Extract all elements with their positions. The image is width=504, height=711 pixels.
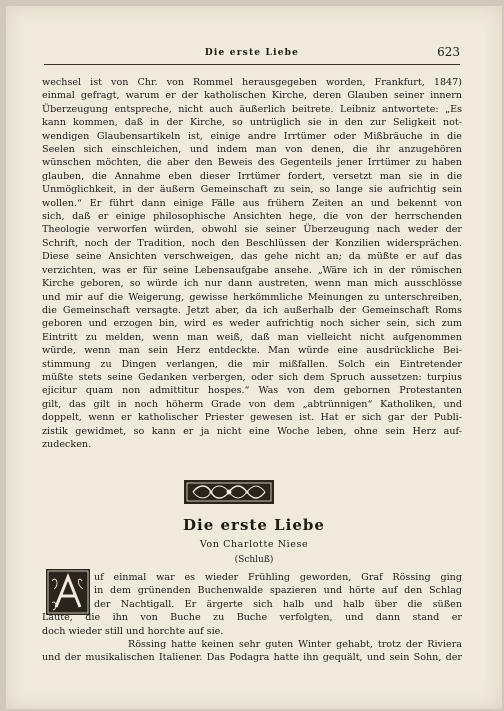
article-byline: Von Charlotte Niese [199,539,309,550]
text-line: wendigen Glaubensartikeln ist, einige andre Irrtümer oder Mißbräuche in die [42,130,462,142]
conclusion-note: (Schluß) [234,555,274,565]
ornament-flourish-icon [185,481,273,503]
text-line: in dem grünenden Buchenwalde spazieren und hörte auf den Schlag [94,585,462,597]
text-line: Theologie verworfen würden, obwohl sie seiner Überzeugung nach weder der [42,224,462,236]
magazine-page [6,6,502,709]
text-line: doch wieder still und horchte auf sie. [42,625,224,637]
text-line: uf einmal war es wieder Frühling geworden, Graf Rössing ging [94,572,462,583]
article-title: Die erste Liebe [183,516,325,534]
text-line: wünschen möchten, die aber den Beweis des Gegenteils jener Irrtümer zu haben [42,157,462,169]
text-line: einmal gefragt, warum er der katholischen Kirche, deren Glauben seiner innern [42,90,462,102]
text-line: verzichten, was er für seine Lebensaufgabe ansehe. „Wäre ich in der römischen [42,264,462,276]
text-line: zistik gewidmet, so kann er ja nicht eine Woche leben, ohne sein Herz auf- [42,425,462,437]
section-ornament [184,480,274,504]
text-line: gilt, das gilt in noch höherm Grade von dem „abtrünnigen“ Katholiken, und [42,398,462,410]
text-line: sich, daß er einige philosophische Ansichten hege, die von der herrschenden [42,211,462,223]
text-line: und mir auf die Weigerung, gewisse herkömmliche Meinungen zu unterschreiben, [42,291,462,303]
text-line: Diese seine Ansichten verschweigen, das gehe nicht an; da müßte er auf das [42,251,462,263]
text-line: Überzeugung entspreche, nicht auch äußerlich beitrete. Leibniz antwortete: „Es [42,103,462,115]
text-line: Unmöglichkeit, in der äußern Gemeinschaft zu sein, so lange sie aufrichtig sein [42,184,462,196]
text-line: doppelt, wenn er katholischer Priester gewesen ist. Hat er sich gar der Publi- [42,412,462,424]
text-line: die Gemeinschaft versagte. Jetzt aber, da ich außerhalb der Gemeinschaft Roms [42,304,462,316]
text-line: wechsel ist von Chr. von Rommel herausgegeben worden, Frankfurt, 1847) [42,77,462,88]
text-line: müßte stets seine Gedanken verbergen, oder sich dem Spruch aussetzen: turpius [42,371,462,383]
essay-continuation [42,76,462,451]
text-line: kann kommen, daß in der Kirche, so untrüglich sie in den zur Seligkeit not- [42,117,462,129]
text-line: wollen.“ Er führt dann einige Fälle aus frühern Zeiten an und bekennt von [42,197,462,209]
text-line: Schrift, noch der Tradition, noch den Beschlüssen der Konzilien widersprächen. [42,237,462,249]
text-line: der Nachtigall. Er ärgerte sich halb und halb über die süßen [94,598,462,610]
text-line: glauben, die Annahme eben dieser Irrtümer fordert, versetzt man sie in die [42,170,462,182]
page-number: 623 [437,45,460,59]
page-header [44,44,460,65]
text-line: Seelen sich einschleichen, und indem man von denen, die ihr anzugehören [42,144,462,156]
text-line: geboren und erzogen bin, wird es weder aufrichtig noch sicher sein, sich zum [42,318,462,330]
story-opening [42,571,462,665]
text-line: würde, wenn man sein Herz entdeckte. Man würde eine ausdrückliche Bei- [42,345,462,357]
running-title: Die erste Liebe [204,48,300,58]
text-line: ejicitur quam non admittitur hospes.“ Was von dem gebornen Protestanten [42,385,462,397]
text-line: Kirche geboren, so würde ich nur dann austreten, wenn man mich ausschlösse [42,278,462,290]
text-line: und der musikalischen Italiener. Das Podagra hatte ihn gequält, und sein Sohn, der [42,652,462,664]
text-line: Eintritt zu melden, wenn man weiß, daß man vielleicht nicht aufgenommen [42,331,462,343]
text-line: Rössing hatte keinen sehr guten Winter gehabt, trotz der Riviera [128,639,462,651]
text-line: stimmung zu Dingen verlangen, die mir mißfallen. Solch ein Eintretender [42,358,462,370]
text-line: Laute, die ihn von Buche zu Buche verfolgten, und dann stand er [42,612,462,624]
text-line: zudecken. [42,438,92,450]
